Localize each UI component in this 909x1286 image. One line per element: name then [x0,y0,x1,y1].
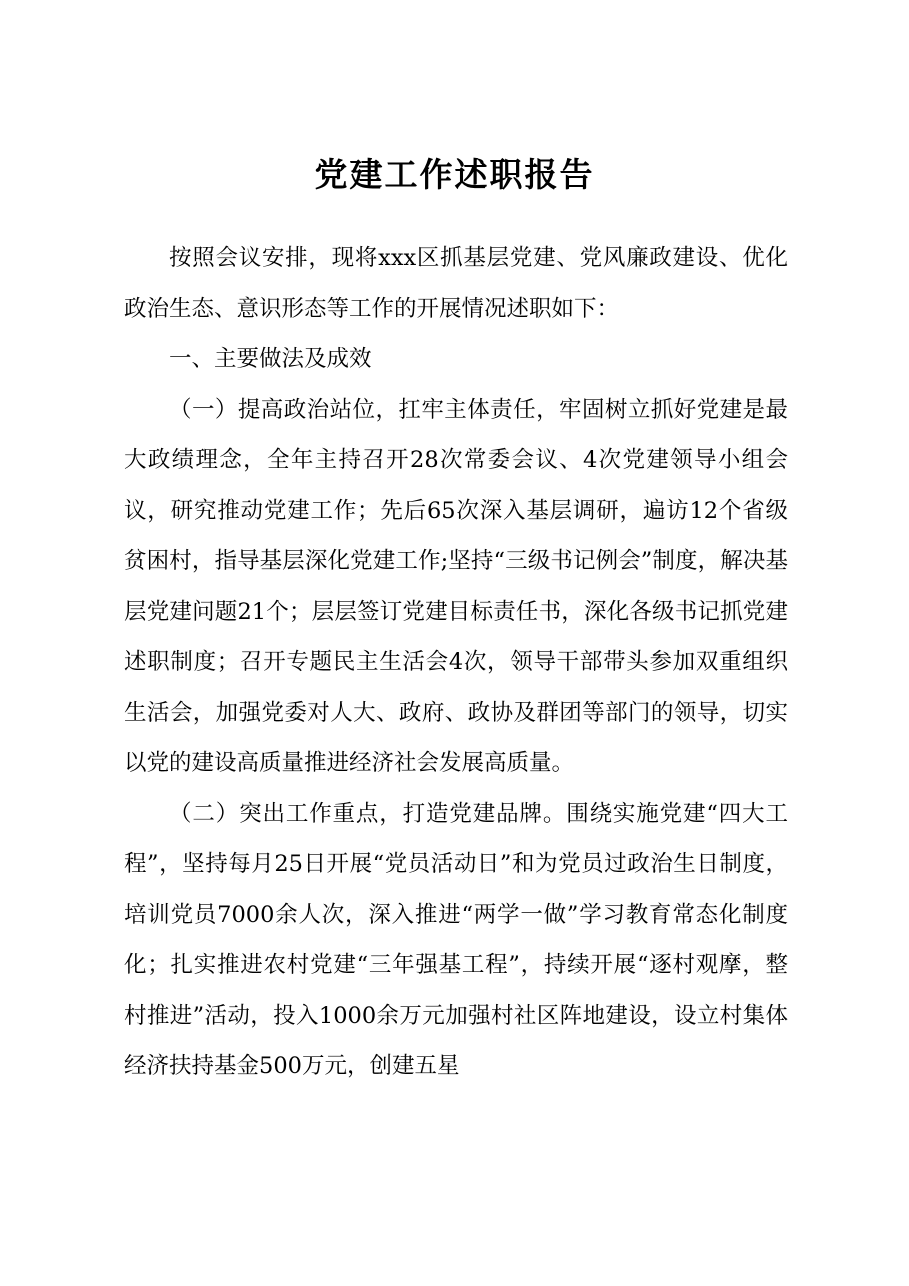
paragraph-2: （二）突出工作重点，打造党建品牌。围绕实施党建“四大工程”，坚持每月25日开展“党员活动日”和为党员过政治生日制度，培训党员7000余人次，深入推进“两学一做”学习教育常态化制度化；扎实推进农村党建“三年强基工程”，持续开展“逐村观摩，整村推进”活动，投入1000余万元加强村社区阵地建设，设立村集体经济扶持基金500万元，创建五星 [124,800,788,1079]
section-heading-1: 一、主要做法及成效 [169,346,372,372]
document-title: 党建工作述职报告 [314,155,595,194]
document-body [124,233,788,1092]
paragraph-intro: 按照会议安排，现将xxx区抓基层党建、党风廉政建设、优化政治生态、意识形态等工作的开展情况述职如下： [124,245,788,322]
paragraph-1: （一）提高政治站位，扛牢主体责任，牢固树立抓好党建是最大政绩理念，全年主持召开28次常委会议、4次党建领导小组会议，研究推动党建工作；先后65次深入基层调研，遍访12个省级贫困村，指导基层深化党建工作;坚持“三级书记例会”制度，解决基层党建问题21个；层层签订党建目标责任书，深化各级书记抓党建述职制度；召开专题民主生活会4次，领导干部带头参加双重组织生活会，加强党委对人大、政府、政协及群团等部门的领导，切实以党的建设高质量推进经济社会发展高质量。 [124,396,788,776]
